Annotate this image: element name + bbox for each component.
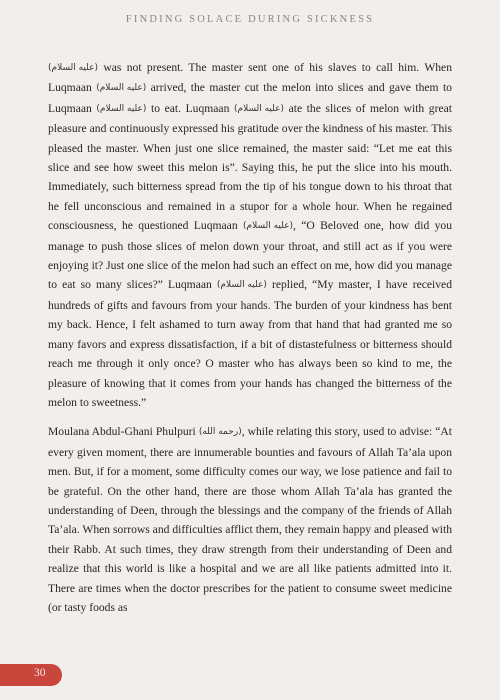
running-head: FINDING SOLACE DURING SICKNESS xyxy=(125,14,375,25)
honorific-glyph: (رحمه الله) xyxy=(198,427,242,438)
text-span: to eat. Luqmaan xyxy=(150,101,230,115)
text-span: , “O Beloved one, how did you manage to push those slices of melon down your throat, and still act as if you were enjoying it? Just one slice of the melon had such an effect on me, how did you manage to eat so many slices?” Luqmaan xyxy=(48,219,452,292)
honorific-glyph: (عليه السلام) xyxy=(242,221,293,232)
text-span: , while relating this story, used to advise: “At every given moment, there are innumerable bounties and favours of Allah Ta’ala upon men. But, if for a moment, some difficulty comes our way, we lose patience and fail to be grateful. On the other hand, there are those whom Allah Ta’ala has granted the understanding of Deen, through the blessings and the company of the friends of Allah Ta’ala. When sorrows and difficulties afflict them, they remain happy and pleased with their Rabb. At such times, they draw strength from their understanding of Deen and realize that this world is like a hospital and we are all like patients admitted into it. There are times when the doctor prescribes for the patient to consume sweet medicine (or tasty foods as xyxy=(48,425,452,614)
page-number-tab xyxy=(0,664,62,686)
honorific-glyph: (عليه السلام) xyxy=(96,83,147,94)
honorific-glyph: (عليه السلام) xyxy=(48,63,98,73)
honorific-glyph: (عليه السلام) xyxy=(233,103,284,114)
text-span: replied, “My master, I have received hundreds of gifts and favours from your hands. The burden of your kindness has bent my back. Hence, I felt ashamed to turn away from that hand that had granted me so many favors and express dissatisfaction, if a bit of distastefulness or bitterness should reach me through it only once? O master who has always been so kind to me, the pleasure of knowing that it comes from your hands has changed the bitterness of the melon to sweetness.” xyxy=(48,278,452,409)
honorific-glyph: (عليه السلام) xyxy=(96,103,147,114)
text-span: was not present. The master sent one of his slaves to call him. When Luqmaan xyxy=(48,61,452,95)
paragraph-moulana-advice xyxy=(48,422,452,617)
honorific-glyph: (عليه السلام) xyxy=(216,280,267,291)
text-span: Moulana Abdul-Ghani Phulpuri xyxy=(48,425,196,439)
paragraph-luqmaan-story xyxy=(48,58,452,412)
text-span: arrived, the master cut the melon into slices and gave them to Luqmaan xyxy=(48,81,452,115)
text-span: ate the slices of melon with great pleasure and continuously expressed his gratitude over the kindness of his master. This pleased the master. When just one slice remained, the master said: “Let me eat this slice and see how sweet this melon is”. Saying this, he put the slice into his mouth. Immediately, such bitterness spread from the tip of his tongue down to his throat that he fell unconscious and remained in a stupor for a whole hour. When he regained consciousness, he questioned Luqmaan xyxy=(48,101,452,233)
body-text xyxy=(48,58,452,617)
page-number: 30 xyxy=(34,667,46,679)
